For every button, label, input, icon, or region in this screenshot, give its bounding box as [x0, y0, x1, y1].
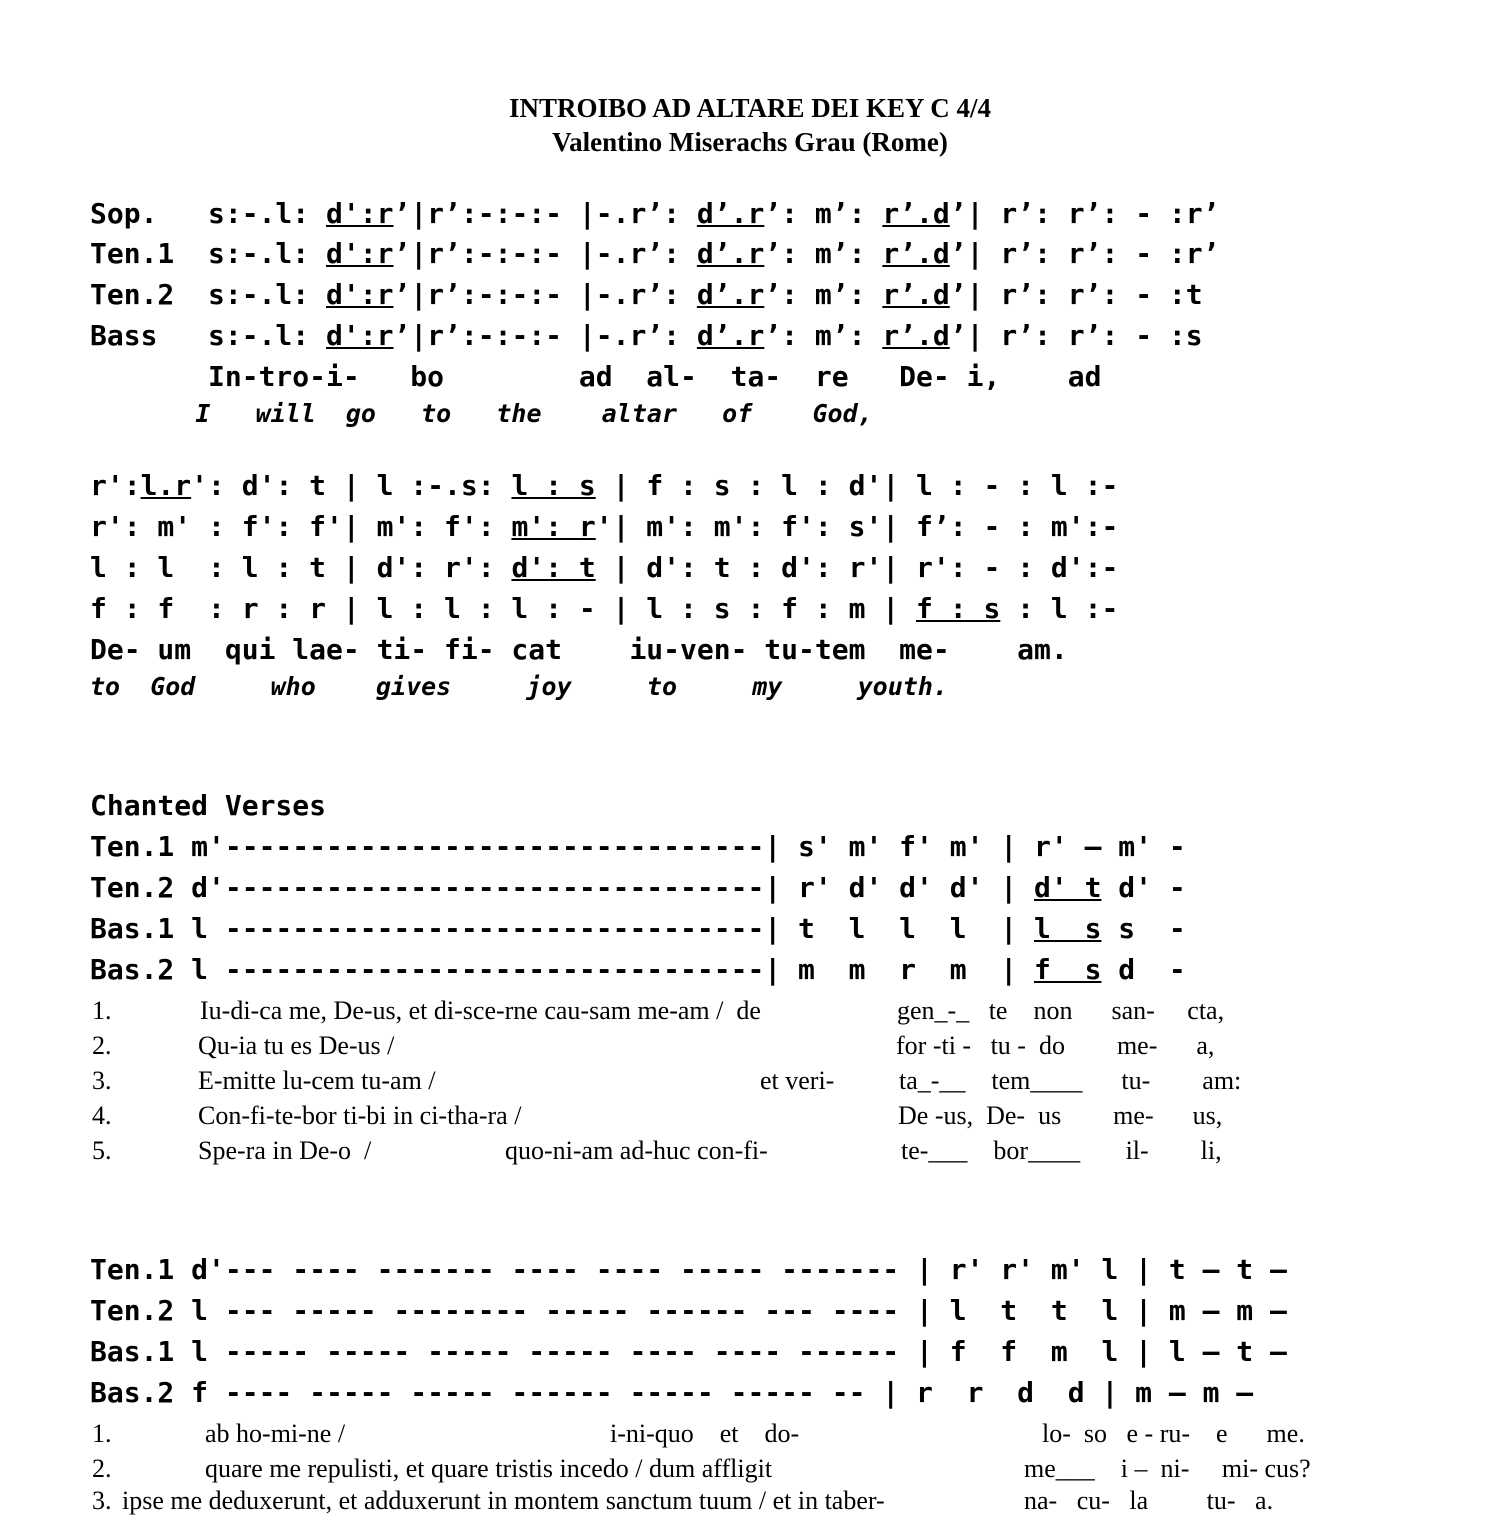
- verse-number: 3.: [92, 1066, 112, 1095]
- section-heading: Chanted Verses: [90, 789, 327, 822]
- verse-number: 5.: [92, 1136, 112, 1165]
- verse-middle: quo-ni-am ad-huc con-fi-: [505, 1136, 768, 1165]
- verse-text: ab ho-mi-ne /: [205, 1419, 346, 1448]
- lyrics-line: In-tro-i- bo ad al- ta- re De- i, ad: [90, 360, 1102, 393]
- verse-ending: De -us, De- us me- us,: [898, 1101, 1223, 1130]
- verse-number: 1.: [92, 996, 112, 1025]
- chant2-ten1: Ten.1 d'--- ---- ------- ---- ---- ----- ------- | r' r' m' l | t – t –: [90, 1253, 1287, 1286]
- bass-part: Bass s:-.l: d':r’|r’:-:-:- |-.r’: d’.r’: m’: r’.d’| r’: r’: - :s: [90, 319, 1203, 352]
- verse-number: 4.: [92, 1101, 112, 1130]
- chant-ten1: Ten.1 m'--------------------------------| s' m' f' m' | r' – m' -: [90, 830, 1186, 863]
- chant2-bas2: Bas.2 f ---- ----- ----- ------ ----- ----- -- | r r d d | m – m –: [90, 1376, 1254, 1409]
- verse-middle: i-ni-quo et do-: [610, 1419, 800, 1448]
- ten1-part-2: r': m' : f': f'| m': f': m': r'| m': m': f': s'| f’: - : m':-: [90, 510, 1119, 543]
- translation-line-2: to God who gives joy to my youth.: [90, 672, 948, 701]
- translation-line: I will go to the altar of God,: [90, 399, 873, 428]
- verse-ending: ta_-__ tem____ tu- am:: [899, 1066, 1242, 1095]
- verse-middle: et veri-: [760, 1066, 835, 1095]
- ten1-part: Ten.1 s:-.l: d':r’|r’:-:-:- |-.r’: d’.r’: m’: r’.d’| r’: r’: - :r’: [90, 237, 1220, 270]
- verse-number: 3.: [92, 1486, 112, 1515]
- verse-text: ipse me deduxerunt, et adduxerunt in montem sanctum tuum / et in taber-: [122, 1486, 885, 1515]
- verse-ending: for -ti - tu - do me- a,: [896, 1031, 1215, 1060]
- verse-ending: lo- so e - ru- e me.: [1042, 1419, 1305, 1448]
- chant2-bas1: Bas.1 l ----- ----- ----- ----- ---- ---- ------ | f f m l | l – t –: [90, 1335, 1287, 1368]
- ten2-part: Ten.2 s:-.l: d':r’|r’:-:-:- |-.r’: d’.r’: m’: r’.d’| r’: r’: - :t: [90, 278, 1203, 311]
- verse-text: E-mitte lu-cem tu-am /: [198, 1066, 436, 1095]
- verse-text: quare me repulisti, et quare tristis incedo / dum affligit: [205, 1454, 773, 1483]
- chant-bas1: Bas.1 l --------------------------------| t l l l | l s s -: [90, 912, 1186, 945]
- ten2-part-2: l : l : l : t | d': r': d': t | d': t : d': r'| r': - : d':-: [90, 551, 1119, 584]
- verse-number: 2.: [92, 1454, 112, 1483]
- title-line-2: Valentino Miserachs Grau (Rome): [552, 127, 948, 157]
- chant-bas2: Bas.2 l --------------------------------| m m r m | f s d -: [90, 953, 1186, 986]
- verse-ending: te-___ bor____ il- li,: [901, 1136, 1222, 1165]
- verse-text: Iu-di-ca me, De-us, et di-sce-rne cau-sam me-am / de: [200, 996, 761, 1025]
- verse-text: Qu-ia tu es De-us /: [198, 1031, 395, 1060]
- bass-part-2: f : f : r : r | l : l : l : - | l : s : f : m | f : s : l :-: [90, 592, 1119, 625]
- verse-text: Spe-ra in De-o /: [198, 1136, 372, 1165]
- title-line-1: INTROIBO AD ALTARE DEI KEY C 4/4: [508, 93, 992, 123]
- chant-ten2: Ten.2 d'--------------------------------| r' d' d' d' | d' t d' -: [90, 871, 1186, 904]
- verse-number: 2.: [92, 1031, 112, 1060]
- lyrics-line-2: De- um qui lae- ti- fi- cat iu-ven- tu-tem me- am.: [90, 633, 1068, 666]
- chant2-ten2: Ten.2 l --- ----- -------- ----- ------ --- ---- | l t t l | m – m –: [90, 1294, 1287, 1327]
- sop-part-2: r':l.r': d': t | l :-.s: l : s | f : s : l : d'| l : - : l :-: [90, 469, 1119, 502]
- verse-ending: me___ i – ni- mi- cus?: [1024, 1454, 1311, 1483]
- verse-ending: na- cu- la tu- a.: [1024, 1486, 1274, 1515]
- verse-text: Con-fi-te-bor ti-bi in ci-tha-ra /: [198, 1101, 522, 1130]
- verse-number: 1.: [92, 1419, 112, 1448]
- verse-ending: gen_-_ te non san- cta,: [897, 996, 1225, 1025]
- sop-part: Sop. s:-.l: d':r’|r’:-:-:- |-.r’: d’.r’: m’: r’.d’| r’: r’: - :r’: [90, 197, 1220, 230]
